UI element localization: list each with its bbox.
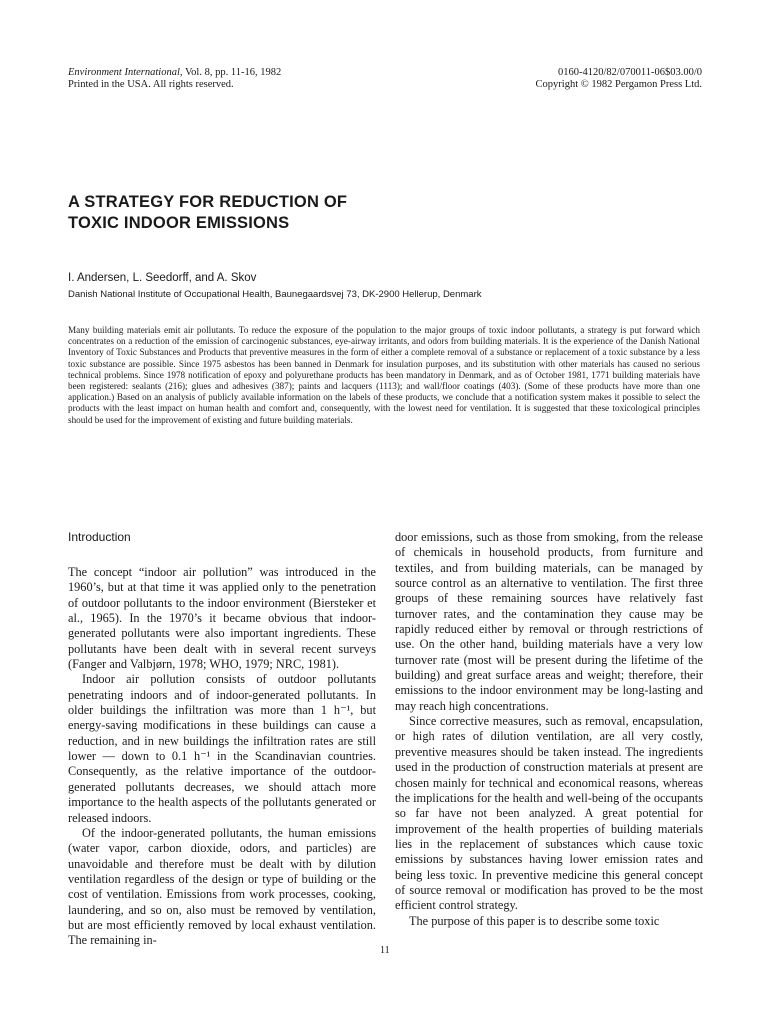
copyright-block xyxy=(536,67,702,91)
body-paragraph: Since corrective measures, such as removal, encapsulation, or high rates of dilution ventilation, are all very costly, preventive measures should be taken instead. The ingredients used in the production of construction materials at present are chosen mainly for technical and economical reasons, whereas the implications for the health and well-being of the occupants so far have not been analyzed. A great potential for improvement of the health properties of building materials lies in the replacement of substances which cause toxic emissions by substances having lower emission rates and being less toxic. In preventive medicine this general concept of source removal or modification has proved to be the most efficient control strategy. xyxy=(395,714,703,913)
journal-name: Environment International, xyxy=(68,67,183,78)
body-paragraph: door emissions, such as those from smoking, from the release of chemicals in household products, from furniture and textiles, and from building materials, can be managed by source control as an alternative to ventilation. The first three groups of these remaining sources have relatively fast turnover rates, and the contamination they cause may be rapidly reduced either by removal or through restrictions of use. On the other hand, building materials have a very low turnover rate (most will be present during the lifetime of the building) and great surface areas and weight; therefore, their emissions to the indoor environment may be long-lasting and may reach high concentrations. xyxy=(395,530,703,713)
page-number: 11 xyxy=(380,945,390,956)
body-paragraph: Of the indoor-generated pollutants, the human emissions (water vapor, carbon dioxide, odors, and particles) are unavoidable and therefore must be dealt with by dilution ventilation regardless of the design or type of building or the cost of ventilation. Emissions from work processes, cooking, laundering, and so on, also must be removed by ventilation, but are most efficiently removed by local exhaust ventilation. The remaining in- xyxy=(68,825,376,948)
body-paragraph: The concept “indoor air pollution” was introduced in the 1960’s, but at that time it was applied only to the penetration of outdoor pollutants to the indoor environment (Biersteker et al., 1965). In the 1970’s it became obvious that indoor-generated pollutants were also important ingredients. These pollutants have been dealt with in several recent surveys (Fanger and Valbjørn, 1978; WHO, 1979; NRC, 1981). xyxy=(68,565,376,672)
paper-title xyxy=(68,192,488,234)
citation-block xyxy=(68,67,281,91)
title-line-2: TOXIC INDOOR EMISSIONS xyxy=(68,214,290,232)
left-column xyxy=(68,530,376,949)
title-line-1: A STRATEGY FOR REDUCTION OF xyxy=(68,193,348,211)
journal-citation xyxy=(68,67,281,79)
body-paragraph: Indoor air pollution consists of outdoor pollutants penetrating indoors and of indoor-generated pollutants. In older buildings the infiltration was more than 1 h⁻¹, but energy-saving modifications in these buildings can cause a reduction, and in new buildings the infiltration rates are still lower — down to 0.1 h⁻¹ in the Scandinavian countries. Consequently, as the relative importance of the outdoor-generated pollutants decreases, we should attach more importance to the health aspects of the pollutants generated or released indoors. xyxy=(68,672,376,825)
printed-notice: Printed in the USA. All rights reserved. xyxy=(68,79,234,90)
author-list: I. Andersen, L. Seedorff, and A. Skov xyxy=(68,272,257,284)
abstract: Many building materials emit air pollutants. To reduce the exposure of the population to the major groups of toxic indoor pollutants, a strategy is put forward which concentrates on a reduction of the emission of carcinogenic substances, eye-airway irritants, and odors from building materials. It is the experience of the Danish National Inventory of Toxic Substances and Products that preventive measures in the form of either a complete removal of a substance or replacement of a toxic substance by a less toxic substance are possible. Since 1975 asbestos has been banned in Denmark for insulation purposes, and its substitution with other materials has caused no serious technical problems. Since 1978 notification of epoxy and polyurethane products has been mandatory in Denmark, and as of October 1981, 1771 building materials have been registered: sealants (216); glues and adhesives (387); paints and lacquers (1113); and wall/floor coatings (403). (Some of these products have more than one application.) Based on an analysis of publicly available information on the labels of these products, we conclude that a notification system makes it possible to select the products with the least impact on human health and comfort and, consequently, with the lowest need for ventilation. It is suggested that these toxicological principles should be used for the improvement of existing and future building materials. xyxy=(68,325,700,425)
copyright-notice: Copyright © 1982 Pergamon Press Ltd. xyxy=(535,79,702,90)
author-affiliation: Danish National Institute of Occupational Health, Baunegaardsvej 73, DK-2900 Hellerup, Denmark xyxy=(68,289,482,300)
section-heading-introduction: Introduction xyxy=(68,530,131,544)
volume-info: Vol. 8, pp. 11-16, 1982 xyxy=(182,67,282,78)
body-paragraph: The purpose of this paper is to describe some toxic xyxy=(409,913,660,928)
right-column xyxy=(395,530,703,929)
article-code: 0160-4120/82/070011-06$03.00/0 xyxy=(558,67,702,78)
